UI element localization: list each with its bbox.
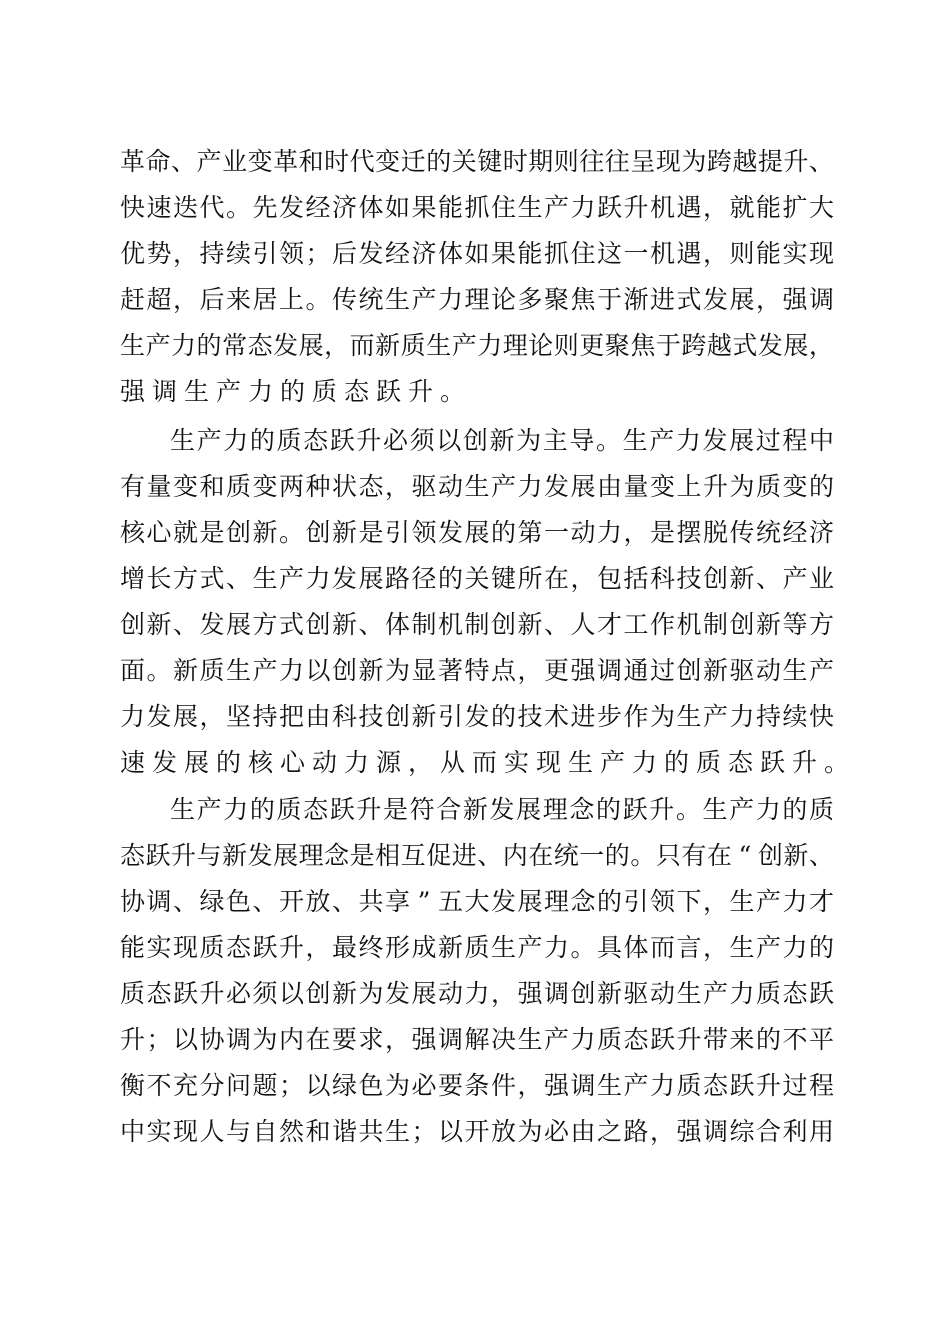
- line-text: 生 产 力 的 质 态 跃 升 是 符 合 新 发 展 理 念 的 跃 升 。 生 产 力 的 质: [170, 795, 835, 824]
- text-line: [0, 232, 950, 276]
- line-text: 强调生产力的质态跃升。: [120, 377, 473, 406]
- text-line: [0, 788, 950, 832]
- text-line: [0, 1110, 950, 1154]
- line-text: 生 产 力 的 常 态 发 展 ， 而 新 质 生 产 力 理 论 则 更 聚 焦 于 跨 越 式 发 展 ，: [120, 331, 834, 360]
- line-text: 升 ； 以 协 调 为 内 在 要 求 ， 强 调 解 决 生 产 力 质 态 跃 升 带 来 的 不 平: [120, 1025, 835, 1054]
- text-line: [0, 1018, 950, 1062]
- line-text: 速发展的核心动力源，从而实现生产力的质态跃升。: [120, 748, 857, 777]
- line-text: 核 心 就 是 创 新 。 创 新 是 引 领 发 展 的 第 一 动 力 ， 是 摆 脱 传 统 经 济: [120, 518, 835, 547]
- text-line: [0, 926, 950, 970]
- text-line: [0, 511, 950, 555]
- text-line: [0, 278, 950, 322]
- text-line: [0, 834, 950, 878]
- line-text: 生 产 力 的 质 态 跃 升 必 须 以 创 新 为 主 导 。 生 产 力 发 展 过 程 中: [170, 426, 835, 455]
- text-line: [0, 972, 950, 1016]
- text-line: [0, 695, 950, 739]
- text-line: [0, 370, 950, 414]
- text-line: [0, 1064, 950, 1108]
- text-line: [0, 186, 950, 230]
- line-text: 中 实 现 人 与 自 然 和 谐 共 生 ； 以 开 放 为 必 由 之 路 ， 强 调 综 合 利 用: [120, 1117, 835, 1146]
- text-line: [0, 557, 950, 601]
- line-text: 能 实 现 质 态 跃 升 ， 最 终 形 成 新 质 生 产 力 。 具 体 而 言 ， 生 产 力 的: [120, 933, 835, 962]
- text-line: [0, 324, 950, 368]
- text-line: [0, 465, 950, 509]
- text-line: [0, 140, 950, 184]
- line-text: 有 量 变 和 质 变 两 种 状 态 ， 驱 动 生 产 力 发 展 由 量 变 上 升 为 质 变 的: [120, 472, 835, 501]
- text-line: [0, 603, 950, 647]
- line-text: 质 态 跃 升 必 须 以 创 新 为 发 展 动 力 ， 强 调 创 新 驱 动 生 产 力 质 态 跃: [120, 979, 835, 1008]
- line-text: 衡 不 充 分 问 题 ； 以 绿 色 为 必 要 条 件 ， 强 调 生 产 力 质 态 跃 升 过 程: [120, 1071, 835, 1100]
- line-text: 协 调 、 绿 色 、 开 放 、 共 享 ” 五 大 发 展 理 念 的 引 领 下 ， 生 产 力 才: [120, 887, 835, 916]
- line-text: 快 速 迭 代 。 先 发 经 济 体 如 果 能 抓 住 生 产 力 跃 升 机 遇 ， 就 能 扩 大: [120, 193, 835, 222]
- line-text: 态 跃 升 与 新 发 展 理 念 是 相 互 促 进 、 内 在 统 一 的 。 只 有 在 “ 创 新 、: [120, 841, 834, 870]
- line-text: 革 命 、 产 业 变 革 和 时 代 变 迁 的 关 键 时 期 则 往 往 呈 现 为 跨 越 提 升 、: [120, 147, 834, 176]
- text-line: [0, 649, 950, 693]
- line-text: 力 发 展 ， 坚 持 把 由 科 技 创 新 引 发 的 技 术 进 步 作 为 生 产 力 持 续 快: [120, 702, 835, 731]
- line-text: 创 新 、 发 展 方 式 创 新 、 体 制 机 制 创 新 、 人 才 工 作 机 制 创 新 等 方: [120, 610, 835, 639]
- line-text: 面 。 新 质 生 产 力 以 创 新 为 显 著 特 点 ， 更 强 调 通 过 创 新 驱 动 生 产: [120, 656, 835, 685]
- text-line: [0, 419, 950, 463]
- line-text: 增 长 方 式 、 生 产 力 发 展 路 径 的 关 键 所 在 ， 包 括 科 技 创 新 、 产 业: [120, 564, 835, 593]
- line-text: 赶 超 ， 后 来 居 上 。 传 统 生 产 力 理 论 多 聚 焦 于 渐 进 式 发 展 ， 强 调: [120, 285, 835, 314]
- text-line: [0, 741, 950, 785]
- text-line: [0, 880, 950, 924]
- line-text: 优 势 ， 持 续 引 领 ； 后 发 经 济 体 如 果 能 抓 住 这 一 机 遇 ， 则 能 实 现: [120, 239, 835, 268]
